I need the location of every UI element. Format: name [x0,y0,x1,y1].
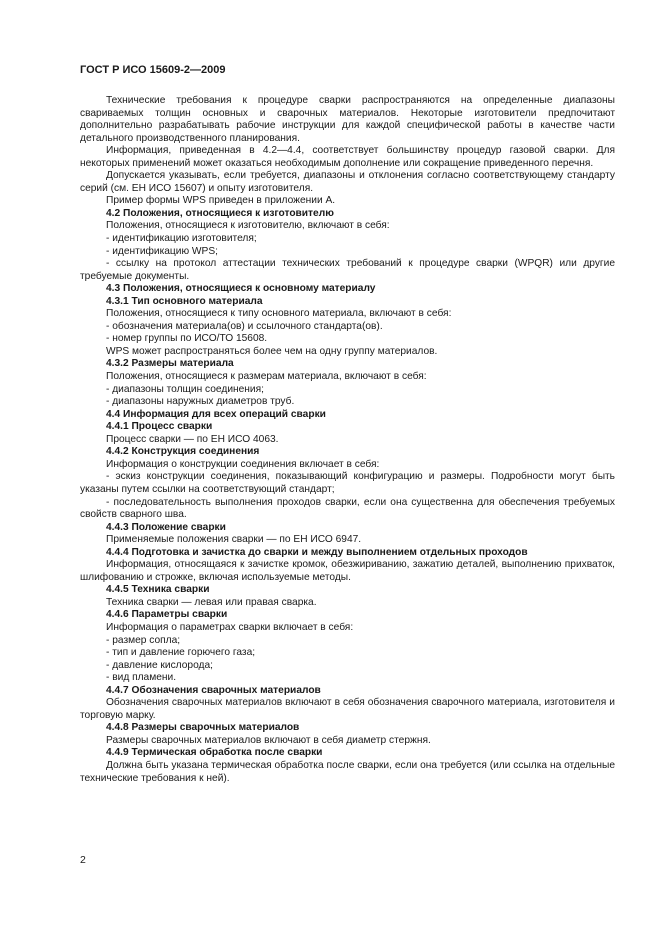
paragraph: Информация о конструкции соединения включает в себя: [106,458,380,470]
document-header: ГОСТ Р ИСО 15609-2—2009 [80,64,226,76]
section-heading-4-4-2: 4.4.2 Конструкция соединения [106,446,260,458]
paragraph: Положения, относящиеся к изготовителю, включают в себя: [106,220,390,232]
list-item: - идентификацию WPS; [106,245,218,257]
section-heading-4-4-7: 4.4.7 Обозначения сварочных материалов [106,684,321,696]
section-heading-4-3: 4.3 Положения, относящиеся к основному материалу [106,283,376,295]
paragraph: Процесс сварки — по ЕН ИСО 4063. [106,433,279,445]
paragraph: Применяемые положения сварки — по ЕН ИСО 6947. [106,534,362,546]
paragraph: Техника сварки — левая или правая сварка. [106,596,317,608]
list-item: - тип и давление горючего газа; [106,647,256,659]
list-item: - размер сопла; [106,634,181,646]
list-item: - эскиз конструкции соединения, показывающий конфигурацию и размеры. Подробности могут быть указаны путем ссылки на соответствующий стандарт; [80,471,615,495]
section-heading-4-3-2: 4.3.2 Размеры материала [106,358,234,370]
paragraph: Информация, относящаяся к зачистке кромок, обезжириванию, зажатию деталей, выполнению прихваток, шлифованию и строжке, включая используемые методы. [80,559,615,583]
list-item: - ссылку на протокол аттестации технических требований к процедуре сварки (WPQR) или другие требуемые документы. [80,258,615,282]
paragraph: Положения, относящиеся к типу основного материала, включают в себя: [106,308,452,320]
paragraph: Допускается указывать, если требуется, диапазоны и отклонения согласно соответствующему стандарту серий (см. ЕН ИСО 15607) и опыту изготовителя. [80,170,615,194]
paragraph: Пример формы WPS приведен в приложении А. [106,195,336,207]
list-item: - последовательность выполнения проходов сварки, если она существенна для обеспечения требуемых свойств сварного шва. [80,496,615,521]
page-body [80,95,615,785]
list-item: - диапазоны наружных диаметров труб. [106,396,295,408]
paragraph: Информация о параметрах сварки включает в себя: [106,621,354,633]
paragraph: Положения, относящиеся к размерам материала, включают в себя: [106,371,427,383]
paragraph: Информация, приведенная в 4.2—4.4, соответствует большинству процедур газовой сварки. Для некоторых применений может оказаться необходимым дополнение или сокращение приведенного перечня. [80,145,615,169]
paragraph: WPS может распространяться более чем на одну группу материалов. [106,345,438,357]
list-item: - номер группы по ИСО/ТО 15608. [106,333,268,345]
paragraph: Обозначения сварочных материалов включают в себя обозначения сварочного материала, изготовителя и торговую марку. [80,697,615,721]
list-item: - вид пламени. [106,672,177,684]
section-heading-4-4-6: 4.4.6 Параметры сварки [106,609,228,621]
section-heading-4-4: 4.4 Информация для всех операций сварки [106,408,326,420]
page-number: 2 [80,854,86,866]
paragraph: Технические требования к процедуре сварки распространяются на определенные диапазоны свариваемых толщин основных и сварочных материалов. Некоторые изготовители предпочитают дополнительно разрабатывать рабочие инструкции для каждой специфической работы в качестве части детального производственного планирования. [80,95,615,144]
list-item: - давление кислорода; [106,659,213,671]
section-heading-4-4-5: 4.4.5 Техника сварки [106,584,210,596]
section-heading-4-4-4: 4.4.4 Подготовка и зачистка до сварки и между выполнением отдельных проходов [106,546,528,558]
list-item: - диапазоны толщин соединения; [106,383,264,395]
section-heading-4-4-9: 4.4.9 Термическая обработка после сварки [106,747,323,759]
section-heading-4-4-1: 4.4.1 Процесс сварки [106,421,213,433]
section-heading-4-2: 4.2 Положения, относящиеся к изготовителю [106,207,334,219]
list-item: - обозначения материала(ов) и ссылочного стандарта(ов). [106,320,383,332]
section-heading-4-4-8: 4.4.8 Размеры сварочных материалов [106,722,300,734]
section-heading-4-4-3: 4.4.3 Положение сварки [106,521,226,533]
paragraph: Должна быть указана термическая обработка после сварки, если она требуется (или ссылка на отдельные технические требования к ней). [80,759,615,784]
paragraph: Размеры сварочных материалов включают в себя диаметр стержня. [106,734,431,746]
section-heading-4-3-1: 4.3.1 Тип основного материала [106,295,263,307]
list-item: - идентификацию изготовителя; [106,233,257,245]
